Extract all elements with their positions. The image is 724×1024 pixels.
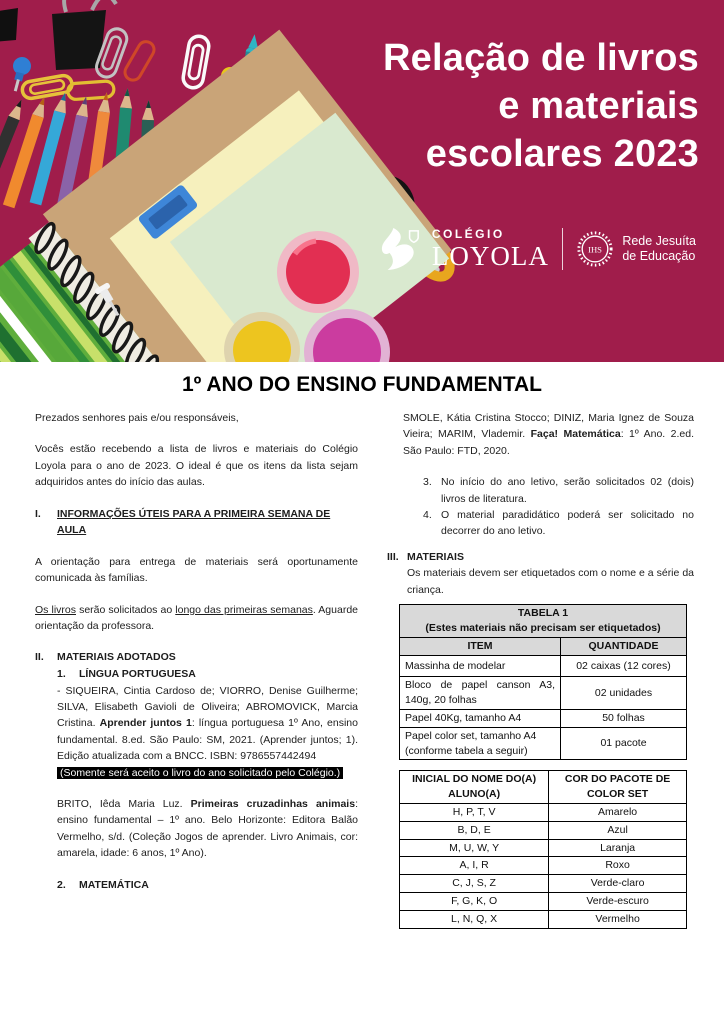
cell: Amarelo [549, 804, 687, 822]
banner-title [383, 34, 699, 178]
svg-text:IHS: IHS [588, 244, 603, 255]
cell: 50 folhas [561, 710, 687, 728]
page-title: 1º ANO DO ENSINO FUNDAMENTAL [181, 373, 542, 396]
cell: 02 unidades [561, 677, 687, 710]
cruzadinhas-book-reference: BRITO, Iêda Maria Luz. Primeiras cruzadinhas animais: ensino fundamental – 1º ano. Belo Horizonte: Editora Balão Vermelho, s/d. (Coleção Jogos de aprender. Livro Animais, cor: amarela, idade: 6 anos, 1º Ano). [57, 798, 358, 860]
cell: H, P, T, V [400, 804, 549, 822]
labeling-note: Os materiais devem ser etiquetados com o nome e a série da criança. [407, 567, 694, 596]
banner-title-line2: e materiais [498, 85, 699, 127]
portuguese-book-reference: - SIQUEIRA, Cintia Cardoso de; VIORRO, Denise Guilherme; SILVA, Elisabeth Gavioli de Oliveira; ABROMOVICK, Marcia Cristina. Aprender juntos 1: língua portuguesa 1º Ano, ensino fundamental. 8.ed. São Paulo: SM, 2021. (Aprender juntos; 1). Edição atualizada com a BNCC. ISBN: 9786557442494 [57, 684, 358, 763]
cell: M, U, W, Y [400, 839, 549, 857]
cell: 01 pacote [561, 727, 687, 760]
left-column [35, 410, 358, 929]
table-title-row [400, 605, 687, 638]
salutation: Prezados senhores pais e/ou responsáveis, [35, 412, 239, 424]
loyola-label: LOYOLA [431, 241, 549, 271]
section-i-heading: I. INFORMAÇÕES ÚTEIS PARA A PRIMEIRA SEMANA DE AULA [35, 507, 331, 537]
column-header: COR DO PACOTE DE COLOR SET [549, 771, 687, 804]
ihs-seal-icon [576, 230, 614, 268]
cell: Laranja [549, 839, 687, 857]
right-column [387, 410, 694, 929]
table-row [400, 677, 687, 710]
table-row [400, 710, 687, 728]
loyola-logo-icon [380, 226, 422, 272]
table-row [400, 821, 687, 839]
cell: B, D, E [400, 821, 549, 839]
color-set-table [399, 770, 687, 928]
table1-title: TABELA 1 [517, 607, 569, 620]
item-3: 3. No início do ano letivo, serão solicitados 02 (dois) livros de literatura. [423, 476, 694, 505]
table-header-row [400, 771, 687, 804]
document-body [0, 397, 724, 929]
item-2-heading: 2. MATEMÁTICA [57, 878, 149, 891]
cell: Roxo [549, 857, 687, 875]
intro-paragraph: Vocês estão recebendo a lista de livros e materiais do Colégio Loyola para o ano de 2023. O ideal é que os itens da lista sejam adquiridos antes do início das aulas. [35, 443, 358, 489]
books-request-note: Os livros serão solicitados ao longo das primeiras semanas. Aguarde orientação da professora. [35, 603, 358, 633]
column-header: INICIAL DO NOME DO(A) ALUNO(A) [400, 771, 549, 804]
cell: Vermelho [549, 910, 687, 928]
column-header: QUANTIDADE [561, 637, 687, 655]
table-row [400, 727, 687, 760]
cell: Massinha de modelar [400, 655, 561, 677]
orientation-paragraph: A orientação para entrega de materiais será oportunamente comunicada às famílias. [35, 555, 358, 585]
cell: Azul [549, 821, 687, 839]
school-logo [380, 226, 696, 272]
logo-divider [562, 228, 564, 270]
materials-table [399, 604, 687, 760]
table-row [400, 857, 687, 875]
cell: F, G, K, O [400, 893, 549, 911]
cell: Verde-escuro [549, 893, 687, 911]
section-iii-heading: III. MATERIAIS [387, 550, 464, 563]
table-row [400, 893, 687, 911]
table-header-row [400, 637, 687, 655]
cell: Papel 40Kg, tamanho A4 [400, 710, 561, 728]
item-4: 4. O material paradidático poderá ser solicitado no decorrer do ano letivo. [423, 509, 694, 538]
item-1-heading: 1. LÍNGUA PORTUGUESA [57, 668, 196, 681]
table-row [400, 910, 687, 928]
table-row [400, 804, 687, 822]
hero-banner [0, 0, 724, 362]
section-ii-heading: II. MATERIAIS ADOTADOS [35, 651, 176, 664]
cell: 02 caixas (12 cores) [561, 655, 687, 677]
math-book-reference: SMOLE, Kátia Cristina Stocco; DINIZ, Maria Ignez de Souza Vieira; MARIM, Vlademir. Faça! Matemática: 1º Ano. 2.ed. São Paulo: FTD, 2020. [403, 412, 694, 457]
cell: Papel color set, tamanho A4 (conforme tabela a seguir) [400, 727, 561, 760]
cell: Bloco de papel canson A3, 140g, 20 folhas [400, 677, 561, 710]
table-row [400, 875, 687, 893]
colegio-label: COLÉGIO [431, 227, 505, 241]
table1-subtitle: (Estes materiais não precisam ser etiquetados) [425, 622, 661, 635]
cell: A, I, R [400, 857, 549, 875]
banner-title-line1: Relação de livros [383, 37, 699, 79]
table-row [400, 839, 687, 857]
rede-jesuita-label: Rede Jesuíta de Educação [622, 234, 696, 263]
cell: Verde-claro [549, 875, 687, 893]
cell: L, N, Q, X [400, 910, 549, 928]
column-header: ITEM [400, 637, 561, 655]
cell: C, J, S, Z [400, 875, 549, 893]
banner-title-line3: escolares 2023 [425, 133, 699, 175]
highlighted-note: (Somente será aceito o livro do ano solicitado pelo Colégio.) [57, 765, 358, 781]
loyola-wordmark [432, 228, 549, 270]
table-row [400, 655, 687, 677]
